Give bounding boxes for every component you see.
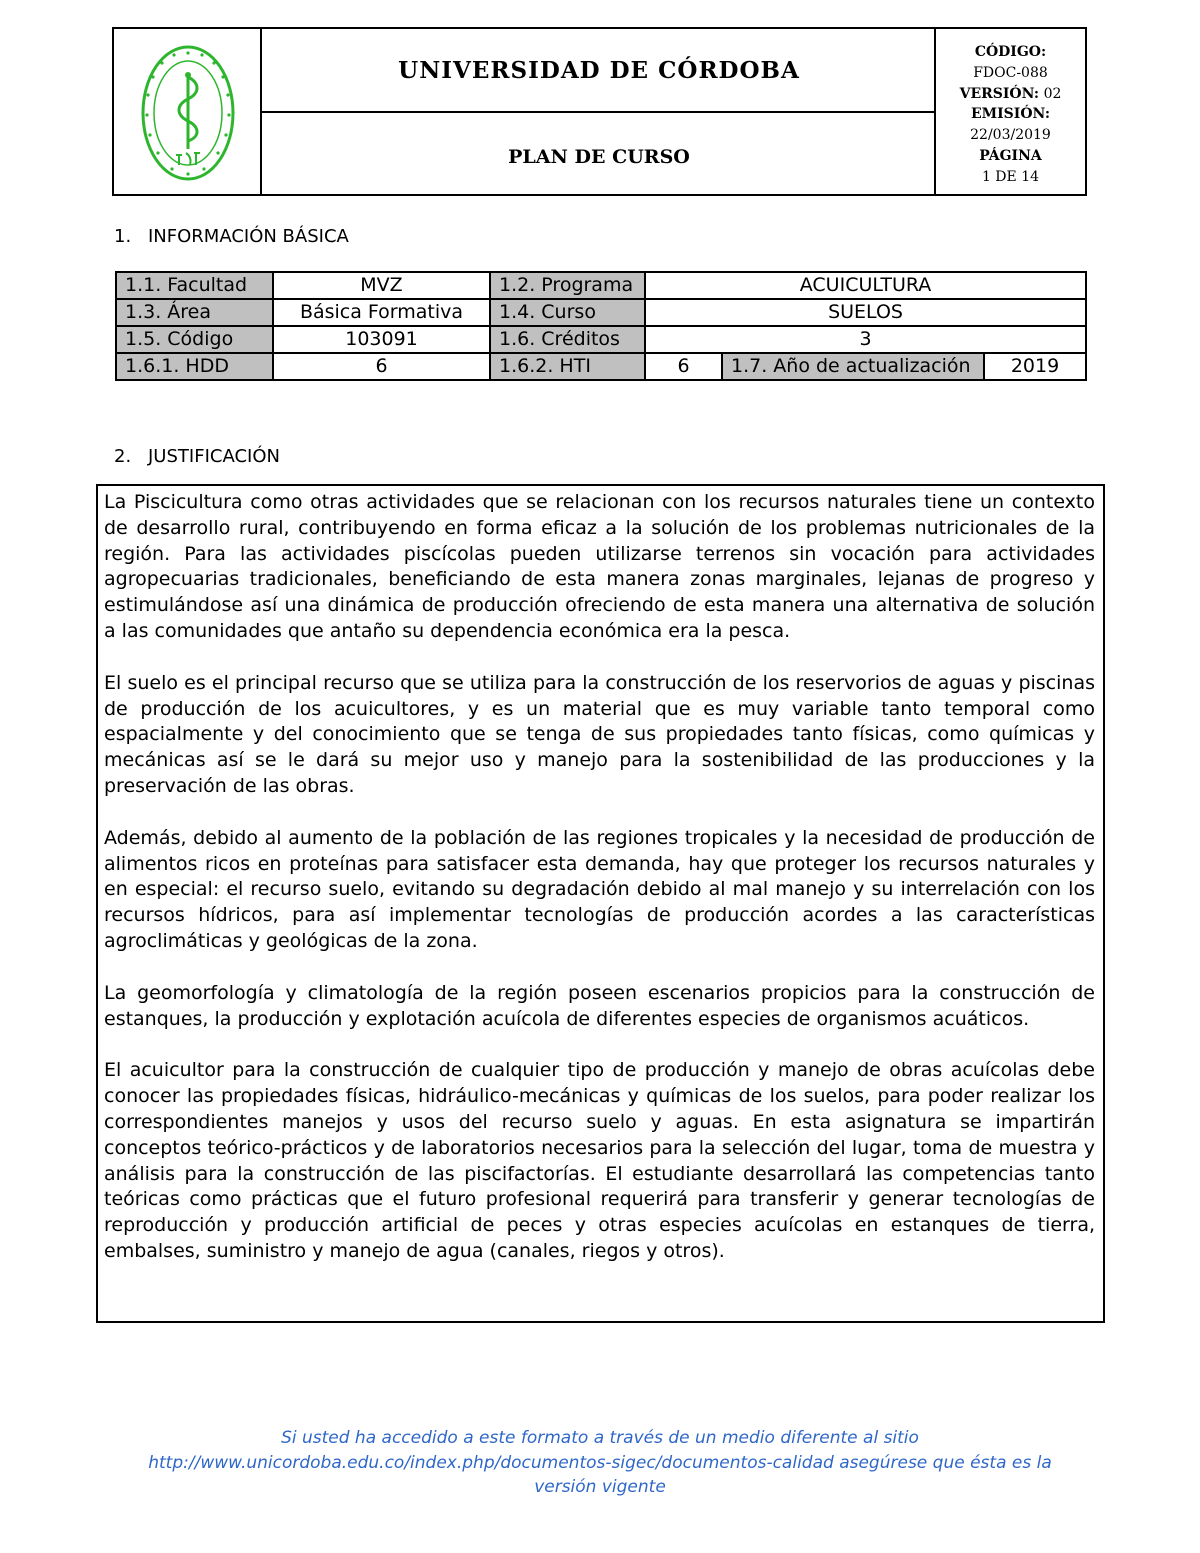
codigo-value: 103091 <box>273 326 490 353</box>
justification-box <box>96 484 1105 1323</box>
anio-value: 2019 <box>984 353 1086 380</box>
page-label: PÁGINA <box>979 147 1042 164</box>
university-seal-logo <box>138 43 238 183</box>
footer-line: versión vigente <box>534 1477 666 1497</box>
facultad-label: 1.1. Facultad <box>116 272 273 299</box>
anio-label: 1.7. Año de actualización <box>722 353 984 380</box>
area-label: 1.3. Área <box>116 299 273 326</box>
hdd-value: 6 <box>273 353 490 380</box>
programa-label: 1.2. Programa <box>490 272 645 299</box>
footer-line: Si usted ha accedido a este formato a través de un medio diferente al sitio <box>281 1428 919 1448</box>
emission-value: 22/03/2019 <box>970 127 1051 144</box>
hti-label: 1.6.2. HTI <box>490 353 645 380</box>
section-number: 1. <box>114 226 132 247</box>
version-label: VERSIÓN: <box>959 85 1040 102</box>
codigo-label: 1.5. Código <box>116 326 273 353</box>
section-title: INFORMACIÓN BÁSICA <box>148 226 349 247</box>
emission-label: EMISIÓN: <box>970 106 1051 123</box>
basic-info-table <box>115 271 1087 381</box>
page-value: 1 DE 14 <box>981 168 1040 185</box>
page-footer <box>100 1426 1100 1500</box>
justification-paragraph: El acuicultor para la construcción de cualquier tipo de producción y manejo de obras acuícolas debe conocer las propiedades físicas, hidráulico-mecánicas y químicas de los suelos, para poder realizar los correspondientes manejos y usos del recurso suelo y aguas. En esta asignatura se impartirán conceptos teórico-prácticos y de laboratorios necesarios para la selección del lugar, toma de muestra y análisis para la construcción de las piscifactorías. El estudiante desarrollará las competencias tanto teóricas como prácticas que el futuro profesional requerirá para transferir y generar tecnologías de reproducción y producción artificial de peces y otras especies acuícolas en estanques de tierra, embalses, suministro y manejo de agua (canales, riegos y otros). <box>104 1059 1095 1262</box>
justification-paragraph: Además, debido al aumento de la población de las regiones tropicales y la necesidad de producción de alimentos ricos en proteínas para satisfacer esta demanda, hay que proteger los recursos naturales y en especial: el recurso suelo, evitando su degradación debido al mal manejo y su interrelación con los recursos hídricos, para así implementar tecnologías de producción acordes a las características agroclimáticas y geológicas de la zona. <box>104 826 1095 952</box>
logo-cell <box>114 29 262 194</box>
table-row <box>116 299 1086 326</box>
hti-value: 6 <box>645 353 722 380</box>
table-row <box>116 353 1086 380</box>
section-title: JUSTIFICACIÓN <box>148 446 280 467</box>
version-value: 02 <box>1043 85 1062 102</box>
facultad-value: MVZ <box>273 272 490 299</box>
justification-paragraph: La Piscicultura como otras actividades que se relacionan con los recursos naturales tiene un contexto de desarrollo rural, contribuyendo en forma eficaz a la solución de los problemas nutricionales de la región. Para las actividades piscícolas pueden utilizarse terrenos sin vocación para actividades agropecuarias tradicionales, beneficiando de esta manera zonas marginales, lejanas de progreso y estimulándose así una dinámica de producción ofreciendo de esta manera una alternativa de solución a las comunidades que antaño su dependencia económica era la pesca. <box>104 491 1095 642</box>
programa-value: ACUICULTURA <box>645 272 1086 299</box>
creditos-label: 1.6. Créditos <box>490 326 645 353</box>
table-row <box>116 272 1086 299</box>
document-header <box>112 27 1087 196</box>
hdd-label: 1.6.1. HDD <box>116 353 273 380</box>
section-title-justification <box>114 446 280 467</box>
section-title-basic-info <box>114 226 349 247</box>
document-metadata <box>934 29 1085 194</box>
code-value: FDOC-088 <box>973 64 1048 81</box>
area-value: Básica Formativa <box>273 299 490 326</box>
creditos-value: 3 <box>645 326 1086 353</box>
justification-paragraph: La geomorfología y climatología de la región poseen escenarios propicios para la construcción de estanques, la producción y explotación acuícola de diferentes especies de organismos acuáticos. <box>104 981 1095 1030</box>
table-row <box>116 326 1086 353</box>
code-label: CÓDIGO: <box>974 44 1047 60</box>
university-name: UNIVERSIDAD DE CÓRDOBA <box>262 29 936 113</box>
document-title: PLAN DE CURSO <box>508 145 690 168</box>
footer-link-line[interactable]: http://www.unicordoba.edu.co/index.php/documentos-sigec/documentos-calidad asegúrese que ésta es la <box>148 1452 1052 1473</box>
curso-value: SUELOS <box>645 299 1086 326</box>
justification-paragraph: El suelo es el principal recurso que se utiliza para la construcción de los reservorios de aguas y piscinas de producción de los acuicultores, y es un material que es muy variable tanto temporal como espacialmente y del conocimiento que se tenga de sus propiedades tanto físicas, como químicas y mecánicas así se le dará su mejor uso y manejo para la sostenibilidad de las producciones y la preservación de las obras. <box>104 671 1095 797</box>
curso-label: 1.4. Curso <box>490 299 645 326</box>
section-number: 2. <box>114 446 132 467</box>
